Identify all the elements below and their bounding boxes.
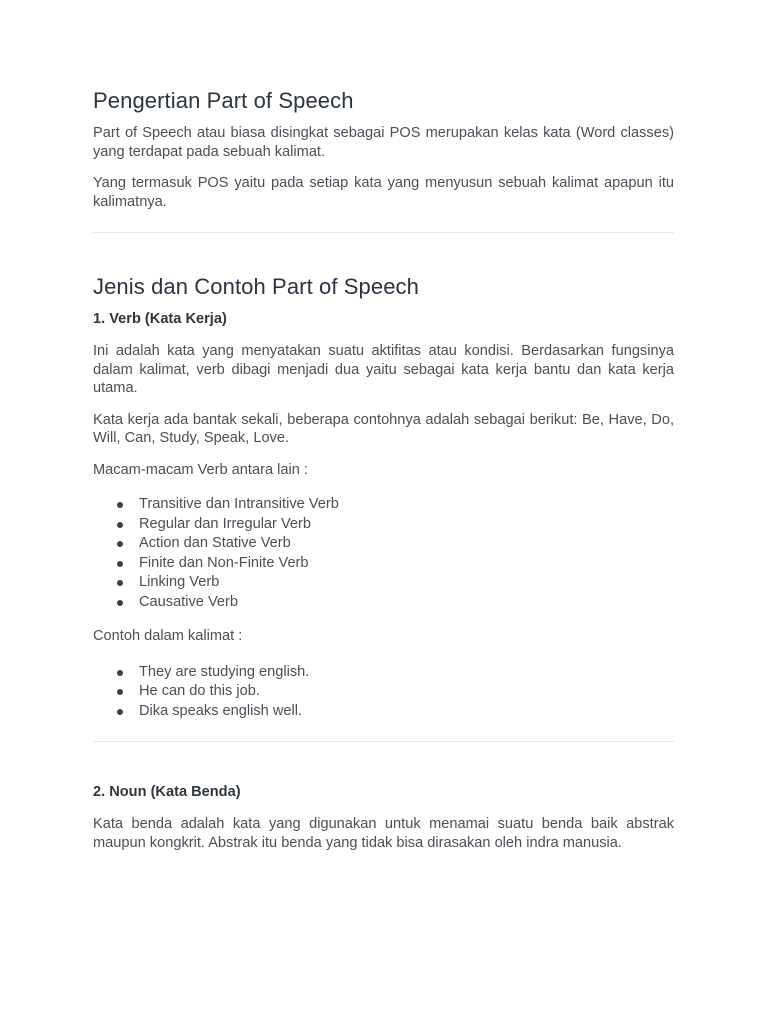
list-item-text: Causative Verb <box>139 593 238 610</box>
paragraph-noun-definition: Kata benda adalah kata yang digunakan untuk menamai suatu benda baik abstrak maupun kongkrit. Abstrak itu benda yang tidak bisa dirasakan oleh indra manusia. <box>93 816 674 851</box>
list-item-text: Linking Verb <box>139 574 220 590</box>
subheading-noun: 2. Noun (Kata Benda) <box>93 784 241 800</box>
verb-types-list <box>93 495 674 612</box>
verb-types-intro: Macam-macam Verb antara lain : <box>93 461 308 478</box>
bullet-icon <box>117 522 123 528</box>
bullet-icon <box>117 709 123 715</box>
divider <box>93 741 674 742</box>
paragraph-verb-definition: Ini adalah kata yang menyatakan suatu aktifitas atau kondisi. Berdasarkan fungsinya dalam kalimat, verb dibagi menjadi dua yaitu sebagai kata kerja bantu dan kata kerja utama. <box>93 343 674 396</box>
list-item <box>93 702 674 722</box>
list-item-text: He can do this job. <box>139 683 260 699</box>
list-item-text: They are studying english. <box>139 663 310 680</box>
list-item-text: Transitive dan Intransitive Verb <box>139 496 339 512</box>
list-item <box>93 593 674 613</box>
list-item-text: Finite dan Non-Finite Verb <box>139 554 309 571</box>
paragraph-verb-examples: Kata kerja ada bantak sekali, beberapa contohnya adalah sebagai berikut: Be, Have, Do, Will, Can, Study, Speak, Love. <box>93 411 674 446</box>
divider <box>93 232 674 233</box>
list-item <box>93 573 674 593</box>
list-item <box>93 663 674 683</box>
list-item-text: Dika speaks english well. <box>139 702 303 719</box>
bullet-icon <box>117 541 123 547</box>
bullet-icon <box>117 502 123 508</box>
paragraph-pos-definition: Part of Speech atau biasa disingkat sebagai POS merupakan kelas kata (Word classes) yang terdapat pada sebuah kalimat. <box>93 125 674 160</box>
list-item <box>93 682 674 702</box>
list-item-text: Regular dan Irregular Verb <box>139 515 311 532</box>
list-item-text: Action dan Stative Verb <box>139 535 291 551</box>
section-title-jenis: Jenis dan Contoh Part of Speech <box>93 274 419 299</box>
bullet-icon <box>117 600 123 606</box>
verb-examples-list <box>93 663 674 722</box>
bullet-icon <box>117 580 123 586</box>
list-item <box>93 495 674 515</box>
list-item <box>93 554 674 574</box>
subheading-verb: 1. Verb (Kata Kerja) <box>93 311 227 327</box>
section-title-pengertian: Pengertian Part of Speech <box>93 88 354 113</box>
paragraph-pos-scope: Yang termasuk POS yaitu pada setiap kata yang menyusun sebuah kalimat apapun itu kalimatnya. <box>93 175 674 210</box>
verb-examples-intro: Contoh dalam kalimat : <box>93 628 243 644</box>
bullet-icon <box>117 561 123 567</box>
list-item <box>93 515 674 535</box>
document-page <box>93 85 674 852</box>
list-item <box>93 534 674 554</box>
bullet-icon <box>117 670 123 676</box>
bullet-icon <box>117 689 123 695</box>
